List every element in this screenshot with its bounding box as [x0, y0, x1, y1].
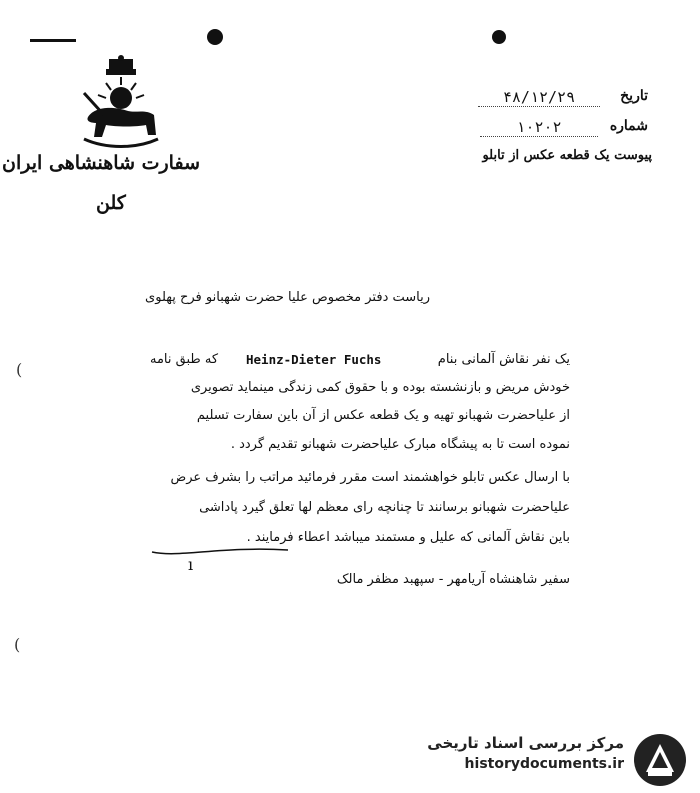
painter-name: Heinz-Dieter Fuchs: [246, 352, 382, 367]
date-label: تاریخ: [620, 88, 648, 104]
body-line: از علیاحضرت شهبانو تهیه و یک قطعه عکس از آن باین سفارت تسلیم: [196, 408, 570, 423]
signature-line: سفیر شاهنشاه آریامهر - سپهبد مظفر مالک: [336, 572, 570, 587]
date-value: ۴۸/۱۲/۲۹: [478, 88, 600, 107]
margin-punch-mark: (: [14, 635, 21, 654]
body-line: با ارسال عکس تابلو خواهشمند است مقرر فرمائید مراتب را بشرف عرض: [170, 470, 570, 485]
date-row: [478, 88, 648, 110]
watermark-text: [424, 734, 624, 772]
margin-punch-mark: (: [16, 360, 23, 379]
lion-and-sun-emblem-icon: [76, 55, 166, 150]
number-row: [480, 118, 648, 140]
embassy-name: سفارت شاهنشاهی ایران: [2, 152, 200, 174]
body-text: که طبق نامه: [150, 352, 219, 367]
body-text: یک نفر نقاش آلمانی بنام: [437, 352, 570, 367]
signature-underline: [150, 540, 290, 560]
fold-mark: [30, 39, 76, 42]
punch-hole: [492, 30, 506, 44]
enclosure-note: پیوست یک قطعه عکس از تابلو: [482, 148, 652, 163]
city-name: کلن: [96, 192, 126, 214]
watermark-name: مرکز بررسی اسناد تاریخی: [427, 734, 624, 752]
number-label: شماره: [609, 118, 648, 134]
archive-logo-icon: [632, 732, 688, 788]
body-line: [150, 352, 570, 372]
signature-mark: ı: [188, 555, 194, 574]
addressee: ریاست دفتر مخصوص علیا حضرت شهبانو فرح پهلوی: [145, 290, 430, 305]
body-line: باین نقاش آلمانی که علیل و مستمند میباشد اعطاء فرمایند .: [246, 530, 570, 545]
number-value: ۱۰۲۰۲: [480, 118, 598, 137]
punch-hole: [207, 29, 223, 45]
watermark-url: historydocuments.ir: [464, 756, 624, 772]
body-line: خودش مریض و بازنشسته بوده و با حقوق کمی زندگی مینماید تصویری: [190, 380, 570, 395]
body-line: علیاحضرت شهبانو برسانند تا چنانچه رای معظم لها تعلق گیرد پاداشی: [199, 500, 570, 515]
body-line: نموده است تا به پیشگاه مبارک علیاحضرت شهبانو تقدیم گردد .: [230, 437, 570, 452]
